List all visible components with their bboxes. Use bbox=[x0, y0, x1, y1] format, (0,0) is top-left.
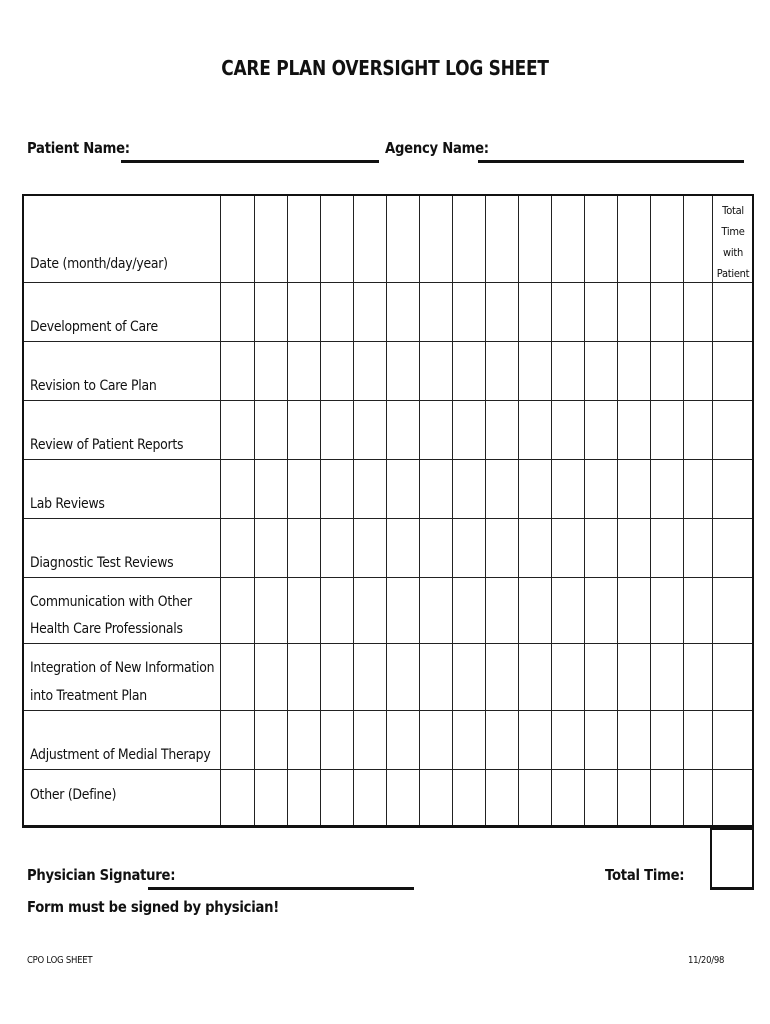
total-header-line: Total bbox=[722, 204, 744, 217]
entry-cell[interactable] bbox=[585, 342, 616, 399]
physician-signature-line[interactable] bbox=[148, 887, 414, 890]
entry-cell[interactable] bbox=[486, 283, 517, 340]
entry-cell[interactable] bbox=[420, 283, 451, 340]
entry-cell[interactable] bbox=[552, 197, 583, 281]
entry-cell[interactable] bbox=[618, 578, 649, 642]
entry-cell[interactable] bbox=[255, 197, 286, 281]
entry-cell[interactable] bbox=[288, 342, 319, 399]
total-time-cell[interactable] bbox=[713, 401, 751, 458]
entry-cell[interactable] bbox=[420, 711, 451, 768]
entry-cell[interactable] bbox=[420, 770, 451, 825]
entry-cell[interactable] bbox=[486, 342, 517, 399]
footer-revision-date: 11/20/98 bbox=[688, 955, 725, 966]
entry-cell[interactable] bbox=[585, 460, 616, 517]
entry-cell[interactable] bbox=[585, 770, 616, 825]
entry-cell[interactable] bbox=[618, 342, 649, 399]
entry-cell[interactable] bbox=[651, 519, 682, 576]
total-time-cell[interactable] bbox=[713, 644, 751, 709]
entry-cell[interactable] bbox=[321, 342, 352, 399]
entry-cell[interactable] bbox=[288, 711, 319, 768]
entry-cell[interactable] bbox=[420, 460, 451, 517]
entry-cell[interactable] bbox=[684, 770, 711, 825]
entry-cell[interactable] bbox=[387, 342, 418, 399]
entry-cell[interactable] bbox=[255, 644, 286, 709]
entry-cell[interactable] bbox=[486, 519, 517, 576]
entry-cell[interactable] bbox=[684, 401, 711, 458]
entry-cell[interactable] bbox=[519, 578, 550, 642]
row-label: Communication with Other bbox=[30, 594, 192, 610]
entry-cell[interactable] bbox=[585, 197, 616, 281]
row-label: Health Care Professionals bbox=[30, 621, 183, 637]
entry-cell[interactable] bbox=[453, 644, 484, 709]
total-header-line: with bbox=[723, 246, 743, 259]
entry-cell[interactable] bbox=[420, 197, 451, 281]
entry-cell[interactable] bbox=[321, 197, 352, 281]
entry-cell[interactable] bbox=[288, 578, 319, 642]
total-time-box[interactable] bbox=[710, 828, 754, 890]
entry-cell[interactable] bbox=[585, 283, 616, 340]
total-time-cell[interactable] bbox=[713, 342, 751, 399]
entry-cell[interactable] bbox=[387, 401, 418, 458]
entry-cell[interactable] bbox=[221, 401, 253, 458]
physician-signature-label: Physician Signature: bbox=[27, 866, 176, 884]
entry-cell[interactable] bbox=[387, 197, 418, 281]
entry-cell[interactable] bbox=[486, 460, 517, 517]
entry-cell[interactable] bbox=[420, 578, 451, 642]
entry-cell[interactable] bbox=[255, 283, 286, 340]
entry-cell[interactable] bbox=[618, 401, 649, 458]
entry-cell[interactable] bbox=[255, 460, 286, 517]
row-label: into Treatment Plan bbox=[30, 688, 147, 704]
row-label: Review of Patient Reports bbox=[30, 437, 184, 453]
entry-cell[interactable] bbox=[684, 197, 711, 281]
entry-cell[interactable] bbox=[221, 519, 253, 576]
entry-cell[interactable] bbox=[221, 770, 253, 825]
entry-cell[interactable] bbox=[420, 342, 451, 399]
entry-cell[interactable] bbox=[585, 578, 616, 642]
entry-cell[interactable] bbox=[453, 342, 484, 399]
entry-cell[interactable] bbox=[453, 519, 484, 576]
entry-cell[interactable] bbox=[387, 578, 418, 642]
entry-cell[interactable] bbox=[684, 283, 711, 340]
entry-cell[interactable] bbox=[618, 197, 649, 281]
entry-cell[interactable] bbox=[255, 519, 286, 576]
entry-cell[interactable] bbox=[420, 401, 451, 458]
entry-cell[interactable] bbox=[387, 460, 418, 517]
entry-cell[interactable] bbox=[618, 711, 649, 768]
entry-cell[interactable] bbox=[354, 711, 385, 768]
entry-cell[interactable] bbox=[321, 770, 352, 825]
entry-cell[interactable] bbox=[651, 711, 682, 768]
row-label: Diagnostic Test Reviews bbox=[30, 555, 174, 571]
entry-cell[interactable] bbox=[618, 644, 649, 709]
row-label: Adjustment of Medial Therapy bbox=[30, 747, 211, 763]
entry-cell[interactable] bbox=[354, 342, 385, 399]
entry-cell[interactable] bbox=[651, 578, 682, 642]
entry-cell[interactable] bbox=[321, 578, 352, 642]
entry-cell[interactable] bbox=[221, 711, 253, 768]
entry-cell[interactable] bbox=[255, 770, 286, 825]
entry-cell[interactable] bbox=[221, 197, 253, 281]
entry-cell[interactable] bbox=[354, 197, 385, 281]
total-time-column-header bbox=[714, 200, 752, 284]
entry-cell[interactable] bbox=[453, 770, 484, 825]
row-label: Date (month/day/year) bbox=[30, 256, 168, 272]
entry-cell[interactable] bbox=[288, 460, 319, 517]
entry-cell[interactable] bbox=[288, 519, 319, 576]
entry-cell[interactable] bbox=[486, 578, 517, 642]
patient-name-line[interactable] bbox=[121, 160, 379, 163]
entry-cell[interactable] bbox=[651, 460, 682, 517]
entry-cell[interactable] bbox=[684, 644, 711, 709]
entry-cell[interactable] bbox=[651, 644, 682, 709]
entry-cell[interactable] bbox=[486, 401, 517, 458]
total-time-label: Total Time: bbox=[605, 866, 685, 884]
entry-cell[interactable] bbox=[453, 401, 484, 458]
entry-cell[interactable] bbox=[387, 711, 418, 768]
entry-cell[interactable] bbox=[552, 578, 583, 642]
entry-cell[interactable] bbox=[618, 519, 649, 576]
entry-cell[interactable] bbox=[618, 460, 649, 517]
entry-cell[interactable] bbox=[552, 770, 583, 825]
entry-cell[interactable] bbox=[255, 401, 286, 458]
entry-cell[interactable] bbox=[387, 283, 418, 340]
entry-cell[interactable] bbox=[684, 578, 711, 642]
entry-cell[interactable] bbox=[321, 711, 352, 768]
entry-cell[interactable] bbox=[221, 342, 253, 399]
entry-cell[interactable] bbox=[552, 401, 583, 458]
entry-cell[interactable] bbox=[486, 644, 517, 709]
entry-cell[interactable] bbox=[552, 644, 583, 709]
entry-cell[interactable] bbox=[321, 644, 352, 709]
row-label: Lab Reviews bbox=[30, 496, 105, 512]
entry-cell[interactable] bbox=[221, 460, 253, 517]
entry-cell[interactable] bbox=[651, 197, 682, 281]
entry-cell[interactable] bbox=[684, 342, 711, 399]
total-time-cell[interactable] bbox=[713, 770, 751, 825]
entry-cell[interactable] bbox=[420, 644, 451, 709]
total-time-cell[interactable] bbox=[713, 283, 751, 340]
entry-cell[interactable] bbox=[255, 578, 286, 642]
entry-cell[interactable] bbox=[321, 519, 352, 576]
entry-cell[interactable] bbox=[519, 460, 550, 517]
entry-cell[interactable] bbox=[519, 401, 550, 458]
entry-cell[interactable] bbox=[651, 342, 682, 399]
entry-cell[interactable] bbox=[552, 283, 583, 340]
entry-cell[interactable] bbox=[552, 342, 583, 399]
entry-cell[interactable] bbox=[519, 711, 550, 768]
total-time-cell[interactable] bbox=[713, 578, 751, 642]
log-grid bbox=[22, 194, 754, 828]
entry-cell[interactable] bbox=[618, 283, 649, 340]
entry-cell[interactable] bbox=[420, 519, 451, 576]
entry-cell[interactable] bbox=[387, 519, 418, 576]
entry-cell[interactable] bbox=[288, 644, 319, 709]
entry-cell[interactable] bbox=[519, 283, 550, 340]
entry-cell[interactable] bbox=[519, 342, 550, 399]
entry-cell[interactable] bbox=[288, 401, 319, 458]
entry-cell[interactable] bbox=[354, 644, 385, 709]
entry-cell[interactable] bbox=[354, 460, 385, 517]
entry-cell[interactable] bbox=[684, 460, 711, 517]
entry-cell[interactable] bbox=[453, 578, 484, 642]
total-header-line: Patient bbox=[716, 267, 750, 280]
entry-cell[interactable] bbox=[288, 770, 319, 825]
entry-cell[interactable] bbox=[221, 578, 253, 642]
entry-cell[interactable] bbox=[651, 770, 682, 825]
entry-cell[interactable] bbox=[552, 711, 583, 768]
total-header-line: Time bbox=[721, 225, 745, 238]
entry-cell[interactable] bbox=[288, 197, 319, 281]
entry-cell[interactable] bbox=[354, 401, 385, 458]
row-label: Integration of New Information bbox=[30, 660, 215, 676]
entry-cell[interactable] bbox=[486, 770, 517, 825]
row-label: Other (Define) bbox=[30, 787, 117, 803]
entry-cell[interactable] bbox=[387, 644, 418, 709]
entry-cell[interactable] bbox=[486, 711, 517, 768]
entry-cell[interactable] bbox=[519, 770, 550, 825]
total-time-cell[interactable] bbox=[713, 519, 751, 576]
entry-cell[interactable] bbox=[519, 644, 550, 709]
entry-cell[interactable] bbox=[255, 342, 286, 399]
entry-cell[interactable] bbox=[519, 197, 550, 281]
entry-cell[interactable] bbox=[321, 283, 352, 340]
entry-cell[interactable] bbox=[354, 519, 385, 576]
entry-cell[interactable] bbox=[552, 519, 583, 576]
form-title: CARE PLAN OVERSIGHT LOG SHEET bbox=[221, 56, 549, 80]
entry-cell[interactable] bbox=[585, 401, 616, 458]
agency-name-label: Agency Name: bbox=[385, 139, 489, 157]
entry-cell[interactable] bbox=[288, 283, 319, 340]
entry-cell[interactable] bbox=[255, 711, 286, 768]
entry-cell[interactable] bbox=[486, 197, 517, 281]
entry-cell[interactable] bbox=[321, 460, 352, 517]
entry-cell[interactable] bbox=[651, 401, 682, 458]
entry-cell[interactable] bbox=[453, 197, 484, 281]
total-time-cell[interactable] bbox=[713, 711, 751, 768]
signature-requirement-note: Form must be signed by physician! bbox=[27, 898, 279, 916]
row-label: Development of Care bbox=[30, 319, 158, 335]
entry-cell[interactable] bbox=[651, 283, 682, 340]
entry-cell[interactable] bbox=[354, 283, 385, 340]
entry-cell[interactable] bbox=[585, 519, 616, 576]
entry-cell[interactable] bbox=[453, 711, 484, 768]
entry-cell[interactable] bbox=[354, 770, 385, 825]
entry-cell[interactable] bbox=[552, 460, 583, 517]
entry-cell[interactable] bbox=[221, 644, 253, 709]
total-time-cell[interactable] bbox=[713, 460, 751, 517]
entry-cell[interactable] bbox=[618, 770, 649, 825]
entry-cell[interactable] bbox=[585, 644, 616, 709]
entry-cell[interactable] bbox=[321, 401, 352, 458]
entry-cell[interactable] bbox=[519, 519, 550, 576]
entry-cell[interactable] bbox=[453, 460, 484, 517]
entry-cell[interactable] bbox=[684, 711, 711, 768]
agency-name-line[interactable] bbox=[478, 160, 744, 163]
row-label: Revision to Care Plan bbox=[30, 378, 157, 394]
entry-cell[interactable] bbox=[387, 770, 418, 825]
patient-name-label: Patient Name: bbox=[27, 139, 130, 157]
entry-cell[interactable] bbox=[221, 283, 253, 340]
entry-cell[interactable] bbox=[354, 578, 385, 642]
footer-form-id: CPO LOG SHEET bbox=[27, 955, 93, 966]
entry-cell[interactable] bbox=[453, 283, 484, 340]
entry-cell[interactable] bbox=[585, 711, 616, 768]
entry-cell[interactable] bbox=[684, 519, 711, 576]
